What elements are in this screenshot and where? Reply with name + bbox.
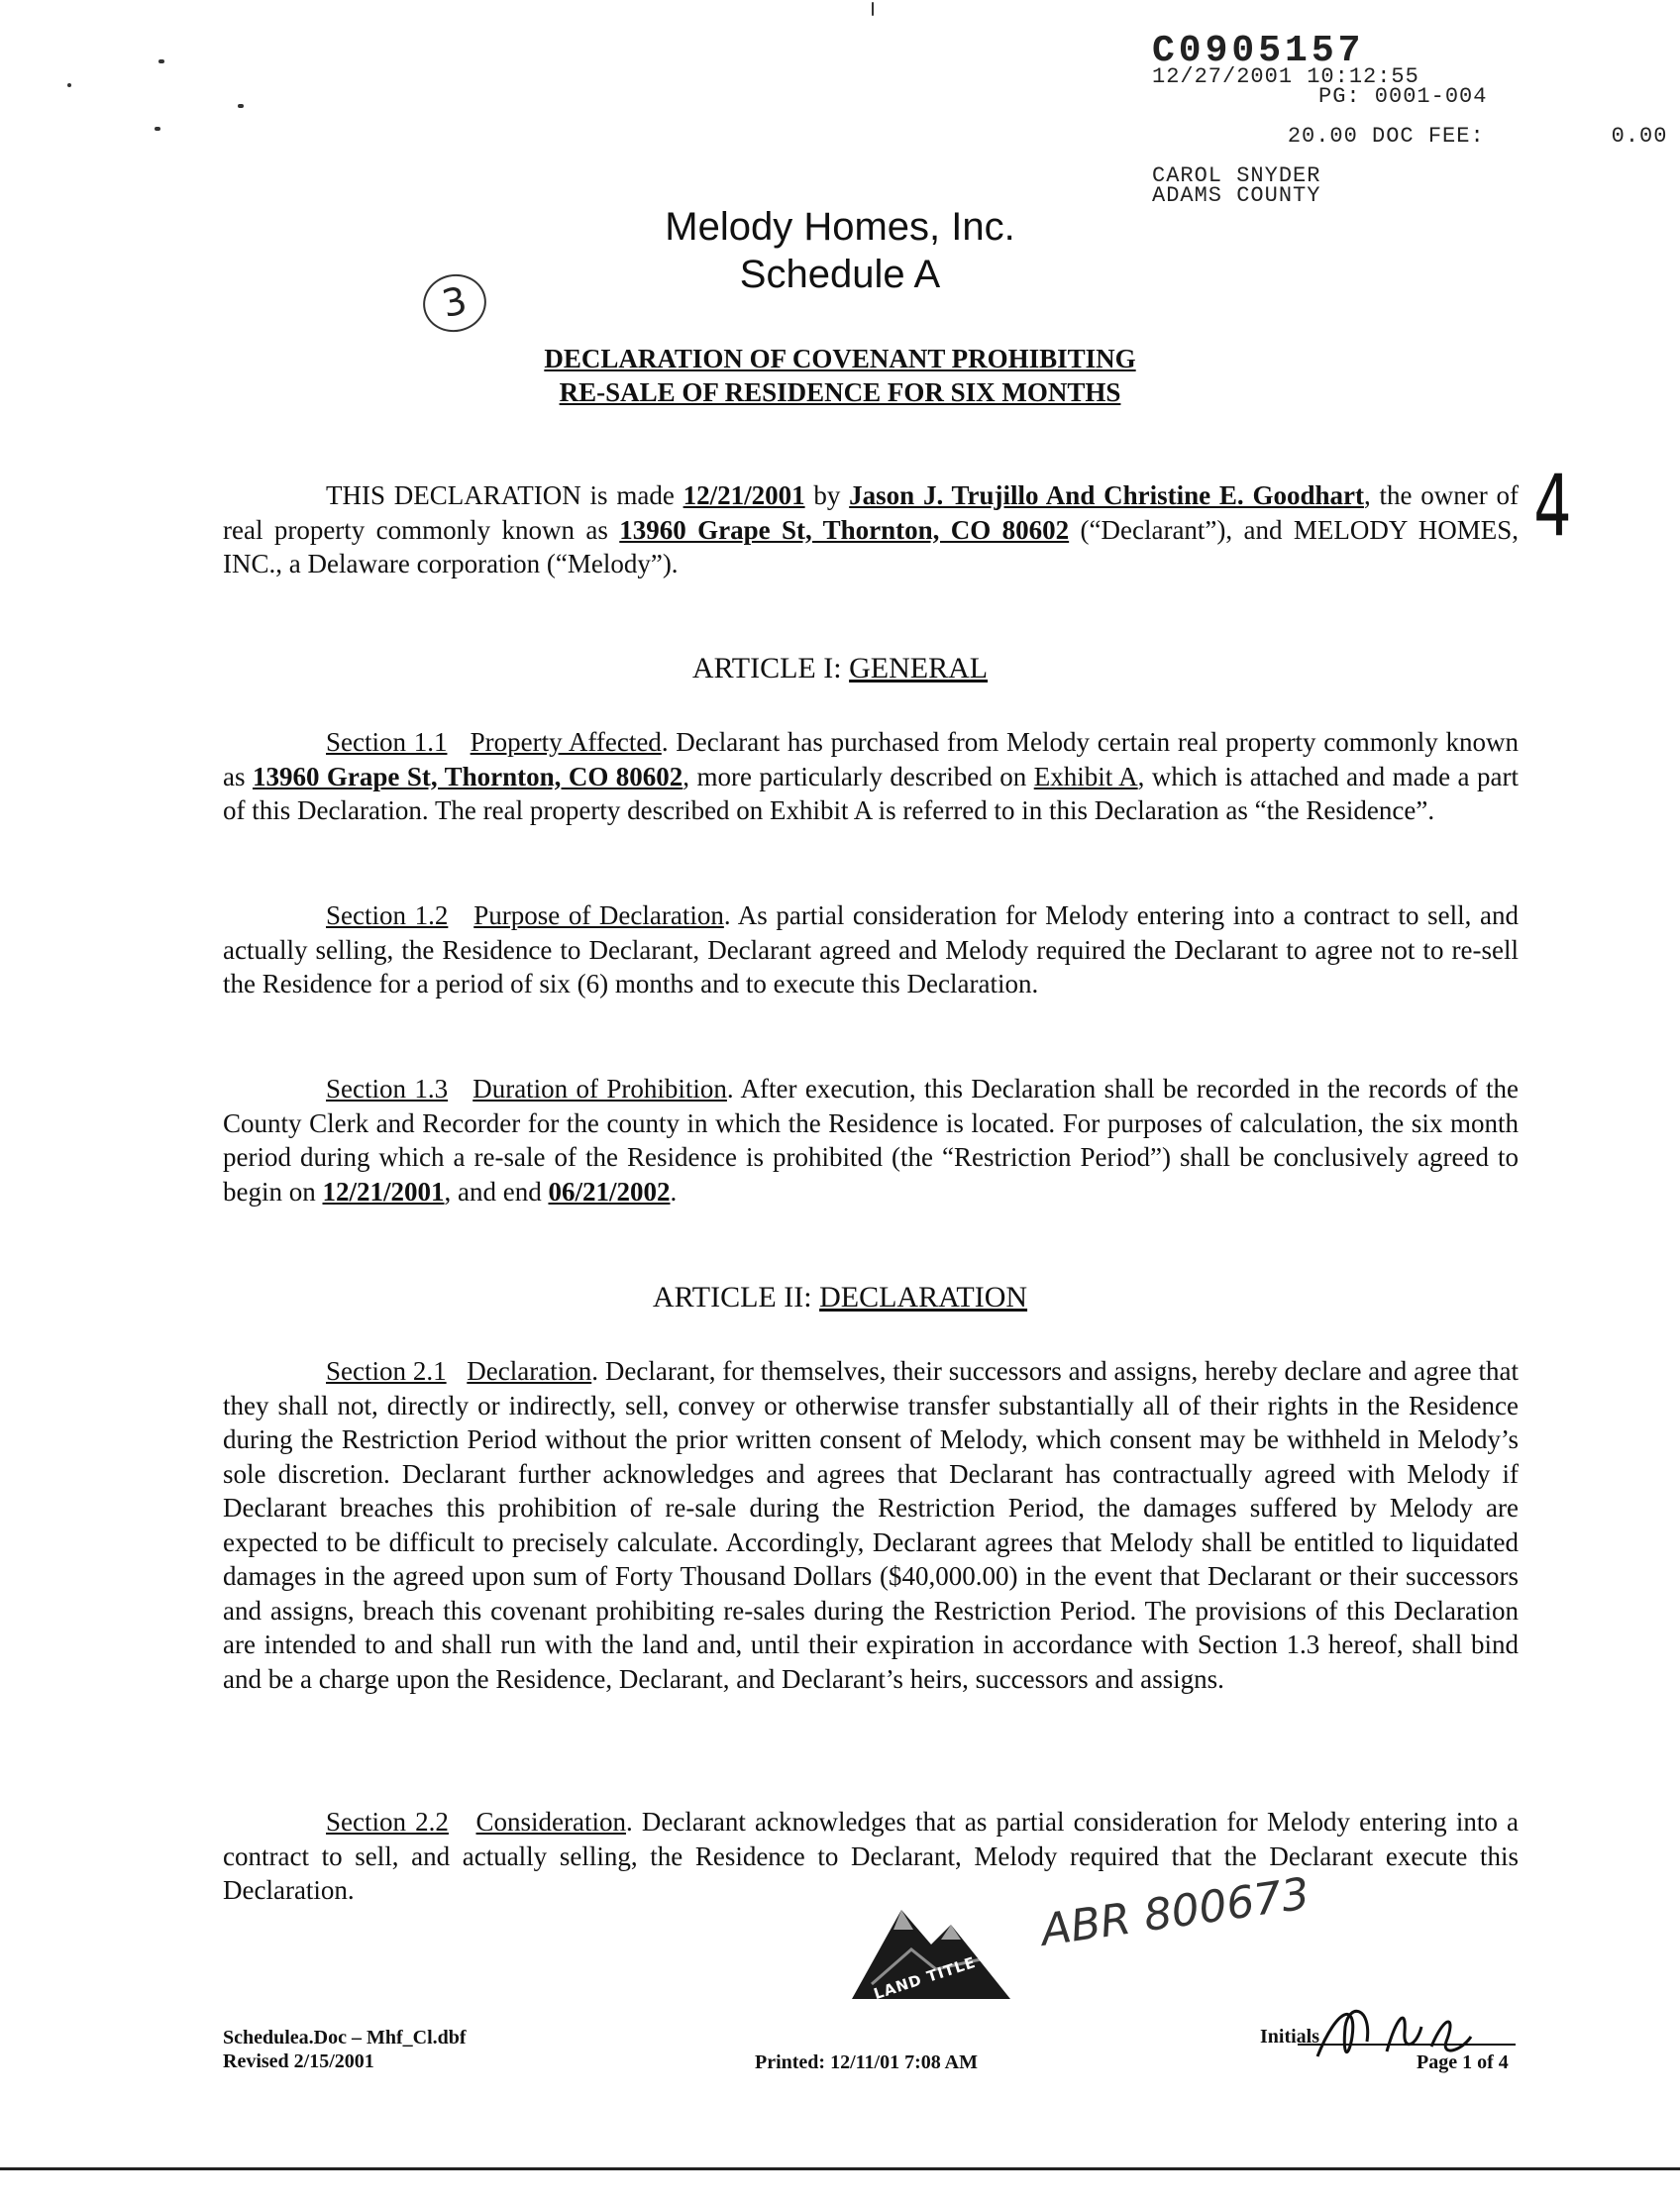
printed-date: Printed: 12/11/01 7:08 AM bbox=[755, 2051, 978, 2073]
title-line-2: RE-SALE OF RESIDENCE FOR SIX MONTHS bbox=[559, 377, 1121, 407]
initials-label: Initials bbox=[1260, 2026, 1320, 2048]
article-1-heading bbox=[0, 651, 1680, 686]
intro-text: (“Declarant”), and MELODY HOMES, INC., a Delaware corporation (“Melody”). bbox=[223, 514, 1519, 578]
section-number: Section 1.3 bbox=[326, 1074, 449, 1104]
page-number: Page 1 of 4 bbox=[1417, 2051, 1509, 2073]
doc-fee: 0.00 bbox=[1611, 124, 1668, 149]
section-number: Section 1.1 bbox=[326, 727, 448, 757]
section-text: . Declarant has purchased from Melody certain real property commonly known as bbox=[223, 727, 1519, 791]
section-1-2 bbox=[223, 898, 1519, 1001]
clerk-name: CAROL SNYDER bbox=[1152, 163, 1321, 188]
section-1-3 bbox=[223, 1072, 1519, 1209]
reception-number: C0905157 bbox=[1152, 30, 1365, 72]
title-line-1: DECLARATION OF COVENANT PROHIBITING bbox=[544, 344, 1136, 373]
mountain-logo-icon bbox=[842, 1890, 1020, 2009]
scan-speck bbox=[155, 127, 160, 131]
bottom-rule bbox=[0, 2167, 1680, 2170]
recording-datetime: 12/27/2001 10:12:55 bbox=[1152, 64, 1419, 89]
fee-line: 20.00 DOC FEE: bbox=[1287, 124, 1485, 149]
scan-speck bbox=[67, 83, 71, 87]
section-text: . Declarant, for themselves, their successors and assigns, hereby declare and agree that they shall not, directly or indirectly, sell, convey or otherwise transfer substantially all of their rights in the Residence during the Restriction Period without the prior written consent of Melody, which consent may be withheld in Melody’s sole discretion. Declarant further acknowledges and agrees that Declarant has contractually agreed with Melody if Declarant breaches this prohibition of re-sale during the Restriction Period, the damages suffered by Melody are expected to be difficult to precisely calculate. Accordingly, Declarant agrees that Melody shall be entitled to liquidated damages in the agreed upon sum of Forty Thousand Dollars ($40,000.00) in the event that Declarant or their successors and assigns, breach this covenant prohibiting re-sales during the Restriction Period. The provisions of this Declaration are intended to and shall run with the land and, until their expiration in accordance with Section 1.3 hereof, shall bind and be a charge upon the Residence, Declarant, and Declarant’s heirs, successors and assigns. bbox=[223, 1356, 1519, 1694]
intro-text: , the owner of real property commonly known as bbox=[223, 480, 1519, 545]
company-name: Melody Homes, Inc. bbox=[665, 205, 1015, 249]
section-title: Declaration bbox=[467, 1356, 592, 1386]
section-text: , more particularly described on bbox=[682, 761, 1034, 791]
section-text: . As partial consideration for Melody entering into a contract to sell, and actually selling, the Residence to Declarant, Declarant agreed and Melody required the Declarant to agree not to re-sell the Residence for a period of six (6) months and to execute this Declaration. bbox=[223, 900, 1519, 998]
handwritten-reference: ABR 800673 bbox=[1037, 1868, 1313, 1956]
property-address: 13960 Grape St, Thornton, CO 80602 bbox=[619, 514, 1070, 545]
article-2-heading bbox=[0, 1280, 1680, 1315]
section-text: . Declarant acknowledges that as partial consideration for Melody entering into a contract to sell, and actually selling, the Residence to Declarant, Melody required that the Declarant execute this Declaration. bbox=[223, 1807, 1519, 1905]
file-reference bbox=[223, 2026, 467, 2073]
section-text: , and end bbox=[444, 1176, 549, 1207]
declaration-title bbox=[0, 342, 1680, 409]
property-address: 13960 Grape St, Thornton, CO 80602 bbox=[252, 761, 683, 791]
declaration-date: 12/21/2001 bbox=[682, 480, 805, 510]
intro-text: THIS DECLARATION is made bbox=[326, 480, 683, 510]
section-title: Consideration bbox=[475, 1807, 626, 1837]
recording-stamp bbox=[1152, 30, 1668, 208]
article-title: DECLARATION bbox=[819, 1281, 1028, 1314]
section-title: Purpose of Declaration bbox=[473, 900, 724, 930]
section-text: . After execution, this Declaration shall be recorded in the records of the County Clerk and Recorder for the county in which the Residence is located. For purposes of calculation, the six month period during which a re-sale of the Residence is prohibited (the “Restriction Period”) shall be conclusively agreed to begin on bbox=[223, 1074, 1519, 1207]
section-text: , which is attached and made a part of this Declaration. The real property described on Exhibit A is referred to in this Declaration as “the Residence”. bbox=[223, 761, 1519, 825]
intro-paragraph bbox=[223, 478, 1519, 581]
restriction-start-date: 12/21/2001 bbox=[322, 1176, 445, 1207]
exhibit-reference: Exhibit A bbox=[1033, 761, 1138, 791]
owner-names: Jason J. Trujillo And Christine E. Goodhart bbox=[849, 480, 1364, 510]
scan-speck bbox=[872, 2, 874, 16]
section-text: . bbox=[670, 1176, 678, 1207]
restriction-end-date: 06/21/2002 bbox=[548, 1176, 671, 1207]
section-number: Section 2.1 bbox=[326, 1356, 447, 1386]
intro-text: by bbox=[804, 480, 850, 510]
file-name: Schedulea.Doc – Mhf_Cl.dbf bbox=[223, 2027, 467, 2049]
schedule-label: Schedule A bbox=[739, 253, 941, 296]
scan-speck bbox=[238, 104, 244, 108]
section-number: Section 2.2 bbox=[326, 1807, 449, 1837]
article-title: GENERAL bbox=[849, 652, 989, 684]
article-label: ARTICLE I: bbox=[691, 652, 850, 684]
section-2-1 bbox=[223, 1354, 1519, 1696]
handwritten-margin-number: 4 bbox=[1533, 457, 1572, 556]
section-1-1 bbox=[223, 725, 1519, 828]
section-number: Section 1.2 bbox=[326, 900, 449, 930]
page-title bbox=[0, 203, 1680, 298]
revised-date: Revised 2/15/2001 bbox=[223, 2050, 374, 2072]
section-title: Duration of Prohibition bbox=[472, 1074, 727, 1104]
page-range: PG: 0001-004 bbox=[1318, 84, 1488, 109]
article-label: ARTICLE II: bbox=[652, 1281, 820, 1314]
land-title-logo bbox=[842, 1890, 1020, 2009]
section-title: Property Affected bbox=[470, 727, 662, 757]
county-name: ADAMS COUNTY bbox=[1152, 183, 1321, 208]
logo-text: LAND TITLE bbox=[871, 1952, 979, 2004]
scan-speck bbox=[158, 59, 164, 63]
circled-number: 3 bbox=[418, 268, 492, 338]
